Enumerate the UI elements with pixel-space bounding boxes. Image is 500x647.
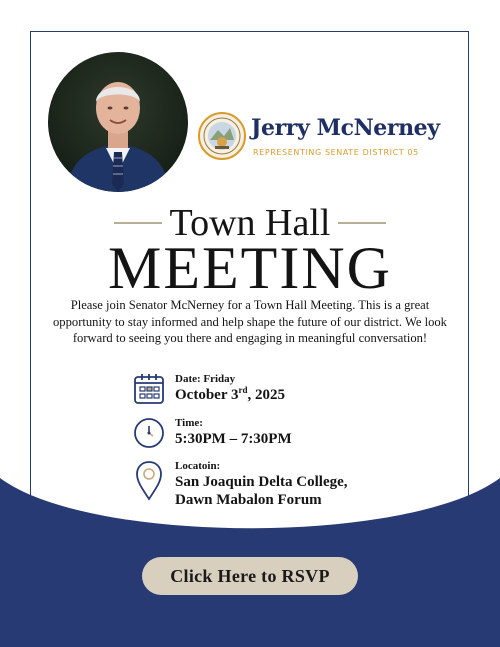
left-decorative-rule bbox=[114, 222, 162, 224]
location-line-2: Dawn Mabalon Forum bbox=[175, 492, 322, 508]
portrait-photo bbox=[48, 52, 188, 192]
right-decorative-rule bbox=[338, 222, 386, 224]
location-label: Locatoin: bbox=[175, 460, 221, 472]
clock-icon bbox=[133, 416, 165, 452]
time-value: 5:30PM – 7:30PM bbox=[175, 431, 292, 447]
title-meeting: MEETING bbox=[108, 235, 392, 301]
time-label: Time: bbox=[175, 417, 203, 429]
time-detail bbox=[133, 416, 292, 452]
rsvp-button[interactable]: Click Here to RSVP bbox=[142, 557, 358, 595]
location-line-1: San Joaquin Delta College, bbox=[175, 474, 348, 490]
location-detail bbox=[133, 459, 348, 509]
date-label: Date: Friday bbox=[175, 373, 236, 385]
senator-name: Jerry McNerney bbox=[251, 115, 440, 141]
state-senate-seal bbox=[198, 112, 246, 160]
date-value: October 3rd, 2025 bbox=[175, 385, 285, 403]
location-pin-icon bbox=[133, 459, 165, 501]
title-town-hall: Town Hall bbox=[169, 202, 331, 244]
district-tagline: REPRESENTING SENATE DISTRICT 05 bbox=[253, 148, 419, 157]
calendar-icon bbox=[133, 372, 165, 408]
date-detail bbox=[133, 372, 285, 408]
intro-paragraph: Please join Senator McNerney for a Town Hall Meeting. This is a great opportunity to stay informed and help shape the future of our district. We look forward to seeing you there and engaging in meaningful conversation! bbox=[53, 298, 447, 345]
